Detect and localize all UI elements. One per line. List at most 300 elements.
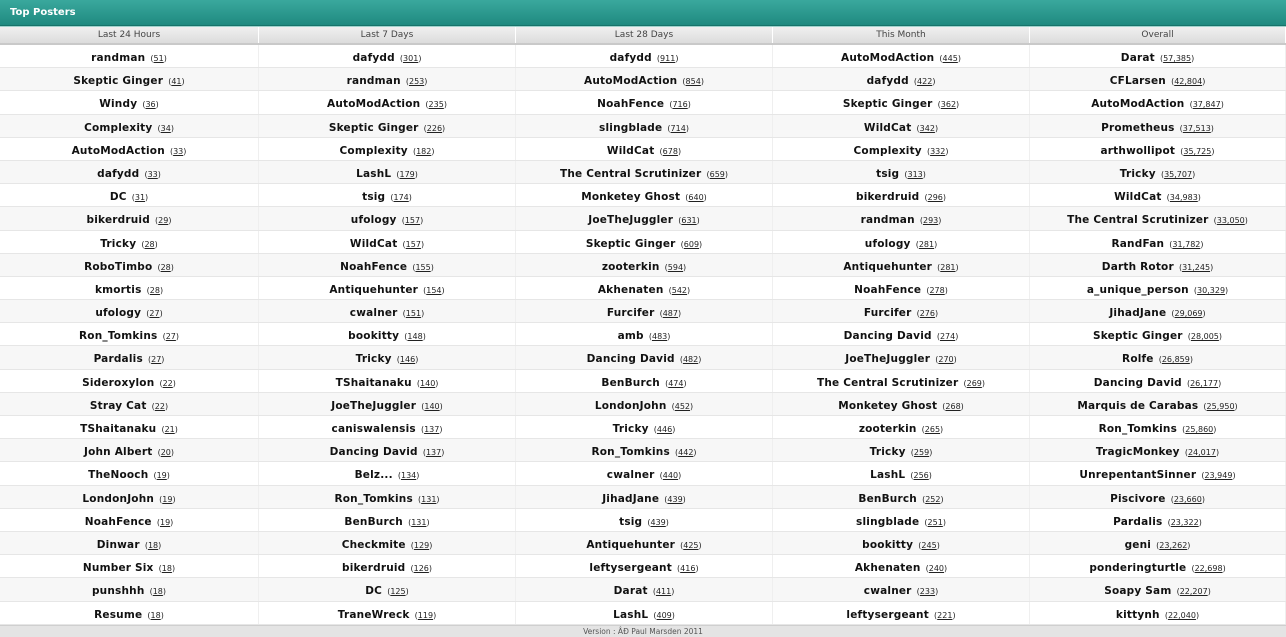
post-count-link[interactable]: 20: [160, 448, 171, 458]
poster-username[interactable]: Stray Cat: [89, 399, 147, 412]
post-count-link[interactable]: 22,698: [1194, 564, 1223, 574]
poster-username[interactable]: Darth Rotor: [1101, 260, 1174, 273]
post-count-link[interactable]: 131: [421, 494, 437, 504]
poster-username[interactable]: ponderingturtle: [1089, 562, 1187, 575]
post-count-link[interactable]: 22,040: [1167, 610, 1196, 620]
poster-cell: [259, 300, 516, 322]
post-count-link[interactable]: 23,322: [1170, 517, 1199, 527]
poster-username[interactable]: caniswalensis: [331, 423, 416, 435]
post-count-link[interactable]: 119: [417, 610, 434, 620]
poster-username[interactable]: Piscivore: [1110, 492, 1166, 505]
poster-username[interactable]: Soapy Sam: [1104, 585, 1172, 598]
post-count-link[interactable]: 409: [656, 610, 672, 620]
post-count-link[interactable]: 31: [134, 193, 146, 203]
post-count-link[interactable]: 140: [424, 401, 440, 411]
poster-username[interactable]: leftysergeant: [589, 562, 672, 575]
post-count-link[interactable]: 37,513: [1182, 123, 1211, 133]
poster-username[interactable]: bookitty: [348, 330, 400, 343]
post-count-link[interactable]: 301: [403, 54, 419, 63]
poster-username[interactable]: LondonJohn: [82, 492, 155, 505]
poster-cell: [773, 254, 1030, 276]
poster-username[interactable]: Dancing David: [843, 330, 932, 343]
poster-username[interactable]: zooterkin: [601, 260, 660, 273]
poster-cell: [773, 323, 1030, 345]
poster-username[interactable]: WildCat: [1114, 191, 1162, 204]
poster-username[interactable]: Furcifer: [606, 307, 655, 320]
post-count: (296): [924, 193, 947, 203]
post-count-link[interactable]: 281: [918, 239, 935, 249]
poster-username[interactable]: slingblade: [599, 121, 663, 134]
post-count-link[interactable]: 445: [942, 54, 958, 63]
poster-username[interactable]: CFLarsen: [1109, 75, 1166, 88]
post-count-link[interactable]: 482: [682, 355, 699, 365]
post-count-link[interactable]: 27: [149, 309, 160, 319]
post-count-link[interactable]: 154: [426, 285, 442, 295]
poster-cell: [773, 462, 1030, 484]
poster-username[interactable]: kmortis: [94, 283, 142, 296]
post-count-link[interactable]: 146: [399, 355, 416, 365]
poster-username[interactable]: Dinwar: [96, 538, 140, 551]
table-row: [0, 323, 1286, 346]
post-count-link[interactable]: 714: [670, 123, 686, 133]
poster-username[interactable]: Complexity: [339, 144, 408, 157]
poster-username[interactable]: AutoModAction: [841, 52, 935, 64]
poster-username[interactable]: NoahFence: [84, 515, 152, 528]
poster-username[interactable]: tsig: [362, 191, 386, 204]
poster-username[interactable]: Furcifer: [863, 307, 912, 320]
poster-username[interactable]: WildCat: [349, 237, 398, 250]
poster-username[interactable]: Ron_Tomkins: [591, 446, 670, 459]
post-count-link[interactable]: 342: [919, 123, 935, 133]
poster-username[interactable]: arthwollipot: [1100, 144, 1176, 157]
poster-cell: [773, 370, 1030, 392]
post-count-link[interactable]: 270: [938, 355, 954, 365]
poster-username[interactable]: dafydd: [866, 75, 909, 88]
post-count: (151): [402, 309, 425, 319]
post-count-link[interactable]: 33: [147, 169, 158, 179]
post-count-link[interactable]: 27: [151, 355, 162, 365]
post-count-link[interactable]: 245: [921, 540, 937, 550]
post-count-link[interactable]: 235: [428, 100, 444, 110]
poster-username[interactable]: zooterkin: [858, 423, 917, 435]
post-count-link[interactable]: 151: [405, 309, 422, 319]
post-count: (154): [423, 285, 445, 295]
post-count-link[interactable]: 22: [162, 378, 173, 388]
poster-username[interactable]: Monketey Ghost: [838, 399, 938, 412]
post-count-link[interactable]: 137: [425, 448, 442, 458]
poster-cell: [1030, 45, 1286, 67]
table-row: [0, 602, 1286, 625]
post-count-link[interactable]: 268: [945, 401, 961, 411]
poster-username[interactable]: bookitty: [862, 538, 914, 551]
post-count-link[interactable]: 140: [420, 378, 436, 388]
poster-username[interactable]: Antiquehunter: [843, 260, 933, 273]
poster-username[interactable]: Skeptic Ginger: [73, 75, 164, 88]
poster-username[interactable]: AutoModAction: [71, 144, 165, 157]
post-count-link[interactable]: 182: [416, 146, 432, 156]
post-count-link[interactable]: 313: [907, 169, 923, 179]
poster-username[interactable]: randman: [860, 214, 915, 227]
poster-username[interactable]: RoboTimbo: [84, 260, 153, 273]
post-count-link[interactable]: 27: [165, 332, 176, 342]
poster-cell: [0, 161, 259, 183]
poster-username[interactable]: LondonJohn: [594, 399, 667, 412]
poster-username[interactable]: ufology: [95, 307, 142, 320]
post-count-link[interactable]: 157: [405, 239, 421, 249]
poster-username[interactable]: TragicMonkey: [1095, 446, 1180, 459]
poster-username[interactable]: JoeTheJuggler: [845, 353, 931, 366]
poster-username[interactable]: Dancing David: [329, 446, 418, 459]
post-count-link[interactable]: 439: [667, 494, 683, 504]
poster-username[interactable]: Akhenaten: [854, 562, 921, 575]
poster-username[interactable]: Sideroxylon: [82, 376, 155, 389]
post-count-link[interactable]: 22,207: [1179, 587, 1208, 597]
poster-username[interactable]: Dancing David: [586, 353, 675, 366]
post-count-link[interactable]: 281: [940, 262, 956, 272]
post-count-link[interactable]: 442: [678, 448, 694, 458]
post-count-link[interactable]: 34: [160, 123, 171, 133]
post-count-link[interactable]: 37,847: [1192, 100, 1221, 110]
poster-username[interactable]: WildCat: [863, 121, 912, 134]
post-count-link[interactable]: 233: [919, 587, 936, 597]
poster-username[interactable]: dafydd: [352, 52, 395, 64]
post-count-link[interactable]: 252: [925, 494, 941, 504]
post-count: (179): [396, 169, 418, 179]
poster-username[interactable]: Antiquehunter: [586, 538, 676, 551]
post-count-link[interactable]: 640: [688, 193, 704, 203]
poster-username[interactable]: geni: [1124, 538, 1152, 551]
post-count: (28): [146, 285, 164, 295]
poster-username[interactable]: BenBurch: [344, 515, 403, 528]
poster-username[interactable]: NoahFence: [340, 260, 408, 273]
poster-username[interactable]: amb: [617, 330, 644, 343]
post-count-link[interactable]: 179: [399, 169, 415, 179]
post-count-link[interactable]: 126: [413, 564, 429, 574]
poster-username[interactable]: dafydd: [609, 52, 652, 64]
post-count-link[interactable]: 362: [940, 100, 957, 110]
poster-username[interactable]: BenBurch: [858, 492, 917, 505]
poster-cell: [1030, 300, 1286, 322]
poster-username[interactable]: Ron_Tomkins: [1098, 423, 1178, 435]
poster-username[interactable]: Tricky: [869, 446, 906, 459]
post-count-link[interactable]: 425: [683, 540, 699, 550]
post-count-link[interactable]: 28: [149, 285, 160, 295]
post-count-link[interactable]: 28,005: [1190, 332, 1219, 342]
poster-cell: [1030, 91, 1286, 113]
poster-cell: [259, 578, 516, 600]
post-count: (253): [405, 77, 428, 87]
poster-username[interactable]: Antiquehunter: [329, 283, 419, 296]
post-count-link[interactable]: 452: [674, 401, 691, 411]
post-count-link[interactable]: 134: [401, 471, 417, 481]
post-count-link[interactable]: 36: [145, 100, 156, 110]
poster-cell: [0, 509, 259, 531]
post-count-link[interactable]: 30,329: [1197, 285, 1226, 295]
poster-username[interactable]: Darat: [613, 585, 648, 598]
poster-username[interactable]: Number Six: [82, 562, 154, 575]
post-count-link[interactable]: 274: [939, 332, 956, 342]
poster-cell: [1030, 323, 1286, 345]
post-count: (26,177): [1186, 378, 1222, 388]
post-count-link[interactable]: 19: [162, 494, 173, 504]
poster-username[interactable]: JoeTheJuggler: [331, 399, 417, 412]
post-count-link[interactable]: 594: [667, 262, 684, 272]
poster-username[interactable]: Skeptic Ginger: [328, 121, 419, 134]
poster-username[interactable]: JihadJane: [1109, 307, 1167, 320]
poster-username[interactable]: Ron_Tomkins: [334, 492, 413, 505]
poster-username[interactable]: kittynh: [1115, 608, 1160, 621]
post-count-link[interactable]: 487: [662, 309, 678, 319]
post-count-link[interactable]: 659: [709, 169, 725, 179]
post-count-link[interactable]: 332: [930, 146, 946, 156]
poster-username[interactable]: ufology: [864, 237, 911, 250]
post-count-link[interactable]: 265: [924, 425, 941, 434]
poster-username[interactable]: Skeptic Ginger: [1092, 330, 1183, 343]
poster-username[interactable]: RandFan: [1111, 237, 1165, 250]
poster-username[interactable]: LashL: [613, 608, 649, 621]
post-count-link[interactable]: 446: [656, 425, 673, 434]
poster-username[interactable]: Tricky: [100, 237, 137, 250]
poster-username[interactable]: randman: [91, 52, 146, 64]
post-count: (21): [161, 425, 178, 434]
post-count-link[interactable]: 716: [672, 100, 688, 110]
poster-username[interactable]: Darat: [1120, 52, 1155, 64]
poster-username[interactable]: dafydd: [97, 167, 140, 180]
poster-cell: [1030, 207, 1286, 229]
poster-username[interactable]: DC: [109, 191, 127, 204]
post-count-link[interactable]: 19: [156, 471, 167, 481]
post-count-link[interactable]: 23,262: [1159, 540, 1188, 550]
post-count: (440): [659, 471, 682, 481]
post-count-link[interactable]: 31,245: [1182, 262, 1211, 272]
post-count-link[interactable]: 25,950: [1206, 401, 1235, 411]
post-count-link[interactable]: 240: [928, 564, 945, 574]
post-count-link[interactable]: 411: [655, 587, 672, 597]
poster-cell: [0, 207, 259, 229]
poster-username[interactable]: Windy: [99, 98, 138, 111]
post-count-link[interactable]: 256: [913, 471, 929, 481]
post-count-link[interactable]: 251: [927, 517, 943, 527]
post-count-link[interactable]: 29: [158, 216, 169, 226]
poster-username[interactable]: cwalner: [863, 585, 912, 598]
post-count-link[interactable]: 129: [413, 540, 430, 550]
poster-cell: [1030, 161, 1286, 183]
poster-username[interactable]: WildCat: [606, 144, 655, 157]
poster-username[interactable]: UnrepentantSinner: [1079, 469, 1197, 482]
poster-username[interactable]: JihadJane: [602, 492, 660, 505]
poster-username[interactable]: bikerdruid: [855, 191, 920, 204]
poster-username[interactable]: Ron_Tomkins: [79, 330, 158, 343]
poster-username[interactable]: a_unique_person: [1086, 283, 1189, 296]
post-count-link[interactable]: 226: [426, 123, 443, 133]
poster-username[interactable]: Pardalis: [93, 353, 143, 366]
post-count-link[interactable]: 296: [927, 193, 943, 203]
post-count-link[interactable]: 157: [404, 216, 421, 226]
post-count-link[interactable]: 631: [681, 216, 697, 226]
footer-version: Version : ÂĐ Paul Marsden 2011: [0, 625, 1286, 637]
poster-username[interactable]: Tricky: [355, 353, 392, 366]
post-count-link[interactable]: 276: [919, 309, 935, 319]
post-count-link[interactable]: 23,660: [1173, 494, 1202, 504]
poster-username[interactable]: JoeTheJuggler: [588, 214, 674, 227]
poster-username[interactable]: AutoModAction: [1091, 98, 1185, 111]
post-count-link[interactable]: 26,859: [1161, 355, 1190, 365]
post-count: (126): [410, 564, 433, 574]
poster-cell: [516, 602, 773, 624]
poster-cell: [1030, 486, 1286, 508]
post-count-link[interactable]: 33,050: [1216, 216, 1245, 226]
post-count-link[interactable]: 35,707: [1164, 169, 1193, 179]
post-count-link[interactable]: 609: [683, 239, 700, 249]
post-count: (157): [402, 239, 425, 249]
table-row: [0, 277, 1286, 300]
post-count: (29): [155, 216, 172, 226]
poster-username[interactable]: randman: [346, 75, 401, 88]
post-count-link[interactable]: 259: [913, 448, 930, 458]
poster-username[interactable]: Complexity: [853, 144, 922, 157]
post-count-link[interactable]: 18: [147, 540, 159, 550]
poster-username[interactable]: Prometheus: [1101, 121, 1175, 134]
poster-username[interactable]: TraneWreck: [337, 608, 410, 621]
post-count-link[interactable]: 34,983: [1169, 193, 1198, 203]
poster-cell: [259, 555, 516, 577]
post-count-link[interactable]: 542: [671, 285, 688, 295]
poster-username[interactable]: tsig: [619, 515, 643, 528]
poster-username[interactable]: ufology: [350, 214, 397, 227]
poster-username[interactable]: LashL: [356, 167, 392, 180]
post-count-link[interactable]: 474: [668, 378, 684, 388]
poster-username[interactable]: Complexity: [84, 121, 153, 134]
post-count-link[interactable]: 35,725: [1183, 146, 1212, 156]
poster-username[interactable]: BenBurch: [601, 376, 660, 389]
poster-username[interactable]: NoahFence: [854, 283, 922, 296]
poster-username[interactable]: cwalner: [349, 307, 398, 320]
poster-username[interactable]: Tricky: [1119, 167, 1156, 180]
poster-username[interactable]: Belz...: [354, 469, 393, 482]
post-count: (42,804): [1171, 77, 1206, 87]
post-count-link[interactable]: 131: [411, 517, 427, 527]
post-count-link[interactable]: 22: [154, 401, 165, 411]
post-count-link[interactable]: 41: [171, 77, 182, 87]
poster-username[interactable]: Monketey Ghost: [581, 191, 681, 204]
post-count-link[interactable]: 440: [662, 471, 679, 481]
poster-username[interactable]: bikerdruid: [341, 562, 406, 575]
poster-username[interactable]: Tricky: [612, 423, 649, 435]
post-count-link[interactable]: 21: [164, 425, 175, 434]
poster-username[interactable]: DC: [365, 585, 383, 598]
poster-username[interactable]: cwalner: [606, 469, 655, 482]
post-count: (140): [421, 401, 443, 411]
poster-username[interactable]: Checkmite: [341, 538, 406, 551]
post-count-link[interactable]: 137: [424, 425, 440, 434]
post-count-link[interactable]: 125: [390, 587, 406, 597]
post-count-link[interactable]: 174: [393, 193, 409, 203]
poster-username[interactable]: TheNooch: [88, 469, 149, 482]
poster-username[interactable]: Akhenaten: [597, 283, 664, 296]
poster-cell: [259, 323, 516, 345]
post-count-link[interactable]: 42,804: [1174, 77, 1203, 87]
poster-username[interactable]: Pardalis: [1113, 515, 1163, 528]
post-count-link[interactable]: 253: [408, 77, 425, 87]
post-count: (28): [141, 239, 158, 249]
post-count-link[interactable]: 18: [150, 610, 161, 620]
poster-cell: [259, 602, 516, 624]
poster-cell: [0, 45, 259, 67]
poster-username[interactable]: The Central Scrutinizer: [1067, 214, 1209, 227]
poster-username[interactable]: Skeptic Ginger: [842, 98, 933, 111]
post-count-link[interactable]: 155: [415, 262, 431, 272]
post-count-link[interactable]: 293: [922, 216, 939, 226]
poster-username[interactable]: leftysergeant: [846, 608, 929, 621]
poster-username[interactable]: tsig: [876, 167, 900, 180]
post-count: (57,385): [1159, 54, 1195, 63]
poster-cell: [0, 578, 259, 600]
poster-username[interactable]: Rolfe: [1122, 353, 1154, 366]
post-count-link[interactable]: 269: [966, 378, 982, 388]
post-count-link[interactable]: 29,069: [1174, 309, 1203, 319]
poster-username[interactable]: TShaitanaku: [335, 376, 412, 389]
post-count: (157): [401, 216, 424, 226]
post-count-link[interactable]: 911: [660, 54, 676, 63]
poster-username[interactable]: The Central Scrutinizer: [816, 376, 959, 389]
poster-username[interactable]: bikerdruid: [86, 214, 150, 227]
post-count-link[interactable]: 23,949: [1204, 471, 1233, 481]
poster-username[interactable]: NoahFence: [597, 98, 665, 111]
poster-username[interactable]: Resume: [94, 608, 143, 621]
poster-username[interactable]: Marquis de Carabas: [1077, 399, 1199, 412]
post-count-link[interactable]: 33: [173, 146, 184, 156]
post-count-link[interactable]: 416: [680, 564, 696, 574]
post-count-link[interactable]: 24,017: [1187, 448, 1216, 458]
poster-username[interactable]: punshhh: [91, 585, 145, 598]
post-count-link[interactable]: 422: [917, 77, 933, 87]
post-count: (278): [926, 285, 948, 295]
post-count: (18): [158, 564, 176, 574]
poster-username[interactable]: John Albert: [83, 446, 153, 459]
poster-username[interactable]: Dancing David: [1093, 376, 1182, 389]
post-count-link[interactable]: 278: [929, 285, 945, 295]
post-count-link[interactable]: 31,782: [1172, 239, 1201, 249]
poster-username[interactable]: The Central Scrutinizer: [559, 167, 702, 180]
post-count-link[interactable]: 19: [159, 517, 171, 527]
post-count-link[interactable]: 57,385: [1163, 54, 1192, 63]
poster-username[interactable]: LashL: [870, 469, 906, 482]
post-count-link[interactable]: 678: [662, 146, 678, 156]
post-count-link[interactable]: 25,860: [1185, 425, 1214, 434]
post-count-link[interactable]: 18: [161, 564, 172, 574]
post-count: (409): [653, 610, 675, 620]
post-count-link[interactable]: 483: [651, 332, 668, 342]
poster-username[interactable]: TShaitanaku: [80, 423, 157, 435]
post-count-link[interactable]: 854: [685, 77, 701, 87]
post-count: (148): [404, 332, 426, 342]
post-count-link[interactable]: 26,177: [1190, 378, 1219, 388]
post-count: (19): [156, 517, 174, 527]
post-count-link[interactable]: 28: [160, 262, 171, 272]
post-count-link[interactable]: 439: [650, 517, 666, 527]
post-count-link[interactable]: 18: [152, 587, 163, 597]
poster-username[interactable]: slingblade: [856, 515, 920, 528]
post-count-link[interactable]: 51: [153, 54, 164, 63]
poster-username[interactable]: AutoModAction: [584, 75, 678, 88]
poster-cell: [259, 254, 516, 276]
post-count-link[interactable]: 221: [937, 610, 953, 620]
poster-username[interactable]: AutoModAction: [327, 98, 421, 111]
poster-username[interactable]: Skeptic Ginger: [585, 237, 676, 250]
post-count-link[interactable]: 28: [144, 239, 155, 249]
post-count-link[interactable]: 148: [407, 332, 423, 342]
poster-cell: [259, 115, 516, 137]
